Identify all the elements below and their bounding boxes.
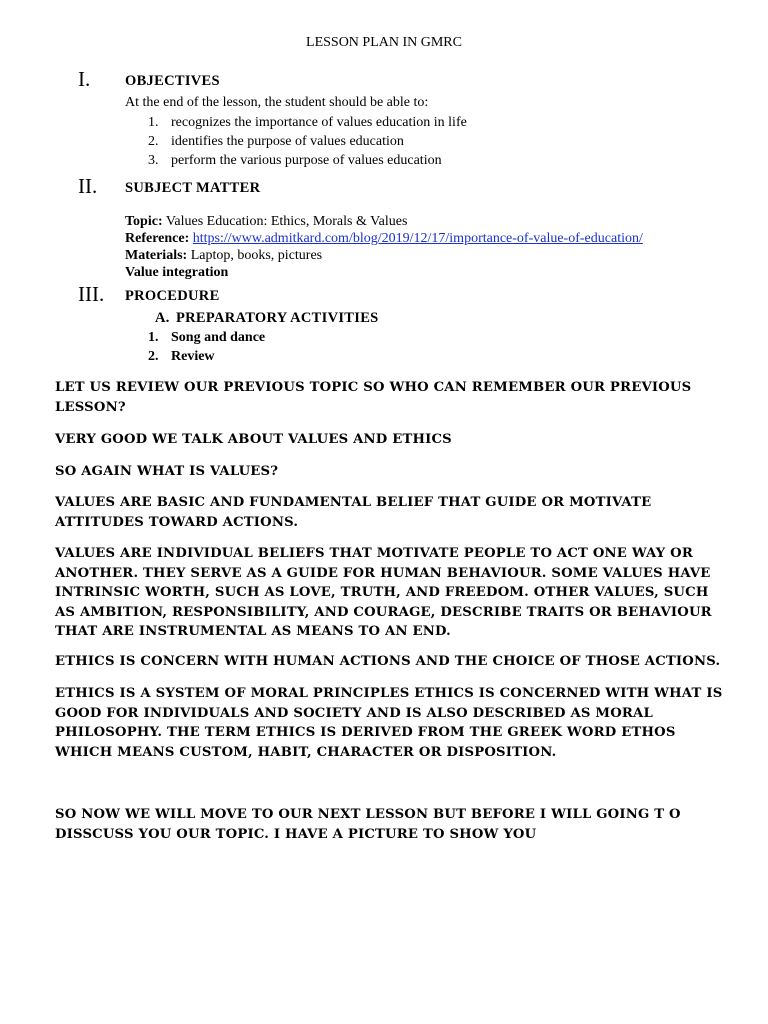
section-1-numeral: I. (78, 67, 91, 91)
activity-1-number: 1. (148, 330, 159, 345)
topic-value: Values Education: Ethics, Morals & Values (165, 214, 408, 229)
subsection-a-letter: A. (155, 310, 170, 326)
section-3-numeral: III. (78, 282, 105, 306)
topic-line (125, 214, 407, 230)
objective-1: recognizes the importance of values education in life (171, 115, 467, 130)
subsection-a-heading: PREPARATORY ACTIVITIES (176, 310, 379, 326)
paragraph-very-good: VERY GOOD WE TALK ABOUT VALUES AND ETHICS (55, 432, 452, 447)
section-1-heading: OBJECTIVES (125, 73, 220, 89)
materials-line (125, 248, 322, 264)
activity-2-number: 2. (148, 349, 159, 364)
reference-line (125, 231, 643, 247)
paragraph-review-question: LET US REVIEW OUR PREVIOUS TOPIC SO WHO CAN REMEMBER OUR PREVIOUS LESSON? (55, 380, 692, 415)
topic-label: Topic: (125, 214, 163, 229)
objective-3-number: 3. (148, 153, 159, 168)
paragraph-values-definition: VALUES ARE BASIC AND FUNDAMENTAL BELIEF THAT GUIDE OR MOTIVATE ATTITUDES TOWARD ACTIONS. (55, 495, 652, 530)
objective-2-number: 2. (148, 134, 159, 149)
paragraph-ethics-concern: ETHICS IS CONCERN WITH HUMAN ACTIONS AND THE CHOICE OF THOSE ACTIONS. (55, 654, 721, 669)
value-integration: Value integration (125, 265, 229, 280)
activity-1: Song and dance (171, 330, 266, 345)
materials-label: Materials: (125, 248, 188, 263)
paragraph-next-lesson: SO NOW WE WILL MOVE TO OUR NEXT LESSON BUT BEFORE I WILL GOING T O DISSCUSS YOU OUR TOPIC. I HAVE A PICTURE TO SHOW YOU (55, 807, 681, 842)
objectives-intro: At the end of the lesson, the student should be able to: (125, 95, 429, 110)
objective-2: identifies the purpose of values education (171, 134, 404, 149)
document-title: LESSON PLAN IN GMRC (306, 35, 462, 50)
materials-value: Laptop, books, pictures (190, 248, 323, 263)
objective-1-number: 1. (148, 115, 159, 130)
objective-3: perform the various purpose of values education (171, 153, 442, 168)
paragraph-ethics-system: ETHICS IS A SYSTEM OF MORAL PRINCIPLES ETHICS IS CONCERNED WITH WHAT IS GOOD FOR INDIVIDUALS AND SOCIETY AND IS ALSO DESCRIBED AS MORAL PHILOSOPHY. THE TERM ETHICS IS DERIVED FROM THE GREEK WORD ETHOS WHICH MEANS CUSTOM, HABIT, CHARACTER OR DISPOSITION. (55, 686, 723, 760)
paragraph-values-individual: VALUES ARE INDIVIDUAL BELIEFS THAT MOTIVATE PEOPLE TO ACT ONE WAY OR ANOTHER. THEY SERVE AS A GUIDE FOR HUMAN BEHAVIOUR. SOME VALUES HAVE INTRINSIC WORTH, SUCH AS LOVE, TRUTH, AND FREEDOM. OTHER VALUES, SUCH AS AMBITION, RESPONSIBILITY, AND COURAGE, DESCRIBE TRAITS OR BEHAVIOUR THAT ARE INSTRUMENTAL AS MEANS TO AN END. (55, 546, 712, 639)
paragraph-what-is-values: SO AGAIN WHAT IS VALUES? (55, 464, 279, 479)
activity-2: Review (171, 349, 215, 364)
section-2-numeral: II. (78, 174, 98, 198)
section-3-heading: PROCEDURE (125, 288, 220, 304)
reference-label: Reference: (125, 231, 190, 246)
section-2-heading: SUBJECT MATTER (125, 180, 261, 196)
reference-link[interactable]: https://www.admitkard.com/blog/2019/12/17/importance-of-value-of-education/ (192, 231, 643, 246)
